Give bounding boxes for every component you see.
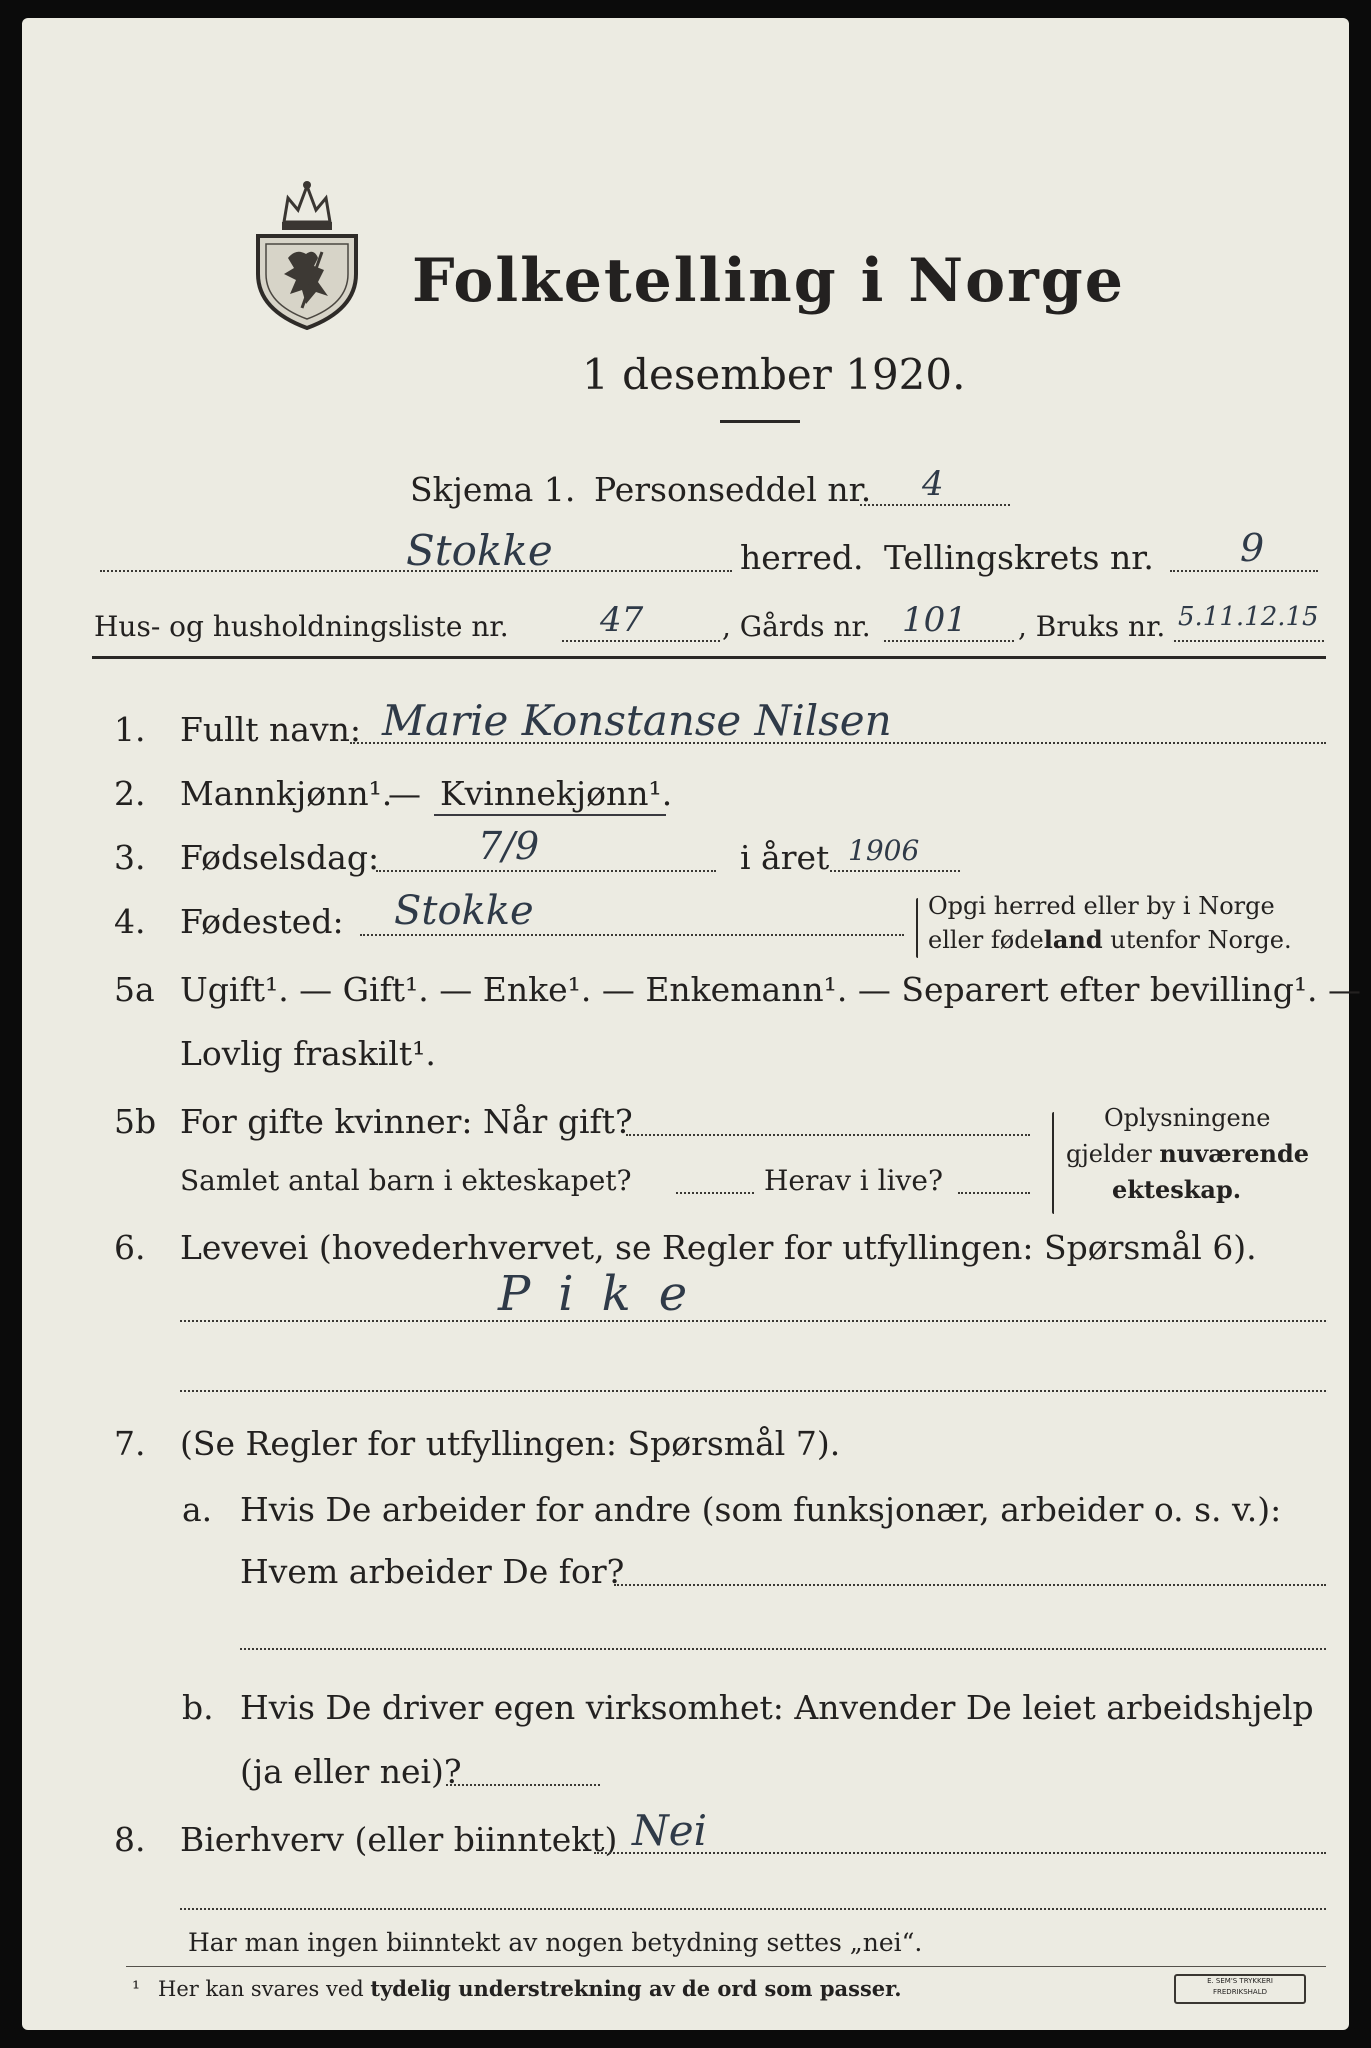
census-form-page	[22, 18, 1362, 2030]
q8-label: Bierhverv (eller biinntekt)	[180, 1820, 618, 1859]
personseddel-label: Personseddel nr.	[594, 470, 872, 509]
header-rule	[92, 656, 1326, 659]
q5b-line2a: Samlet antal barn i ekteskapet?	[180, 1164, 632, 1197]
q4-note-line2: eller fødeland utenfor Norge.	[928, 925, 1292, 954]
bruks-value: 5.11.12.15	[1178, 602, 1319, 632]
personseddel-line	[860, 504, 1010, 506]
q2-number: 2.	[114, 774, 146, 813]
q4-note-brace	[916, 898, 918, 958]
q5a-line1: Ugift¹. — Gift¹. — Enke¹. — Enkemann¹. — Separert efter bevilling¹. —	[180, 970, 1362, 1009]
q5b-line2b: Herav i live?	[764, 1164, 943, 1197]
q6-line2	[180, 1390, 1326, 1392]
q7b-answer-line	[446, 1784, 600, 1786]
title-divider	[720, 420, 800, 423]
q5b-children-line	[676, 1192, 754, 1194]
q8-note: Har man ingen biinntekt av nogen betydning settes „nei“.	[188, 1928, 923, 1957]
q5b-married-line	[626, 1134, 1030, 1136]
q4-label: Fødested:	[180, 902, 344, 941]
q3-label: Fødselsdag:	[180, 838, 380, 877]
q8-line2	[180, 1908, 1326, 1910]
bruks-line	[1174, 640, 1324, 642]
q1-value: Marie Konstanse Nilsen	[382, 696, 892, 745]
q5b-note2: gjelder nuværende	[1066, 1139, 1310, 1168]
gards-value: 101	[902, 600, 967, 640]
q5b-note1: Oplysningene	[1104, 1104, 1271, 1132]
census-date: 1 desember 1920.	[582, 350, 966, 399]
bruks-label: , Bruks nr.	[1018, 610, 1166, 643]
q5b-note3: ekteskap.	[1112, 1175, 1242, 1204]
gards-line	[884, 640, 1014, 642]
tellingskrets-value: 9	[1240, 526, 1265, 570]
personseddel-value: 4	[922, 464, 944, 504]
hus-line	[562, 640, 720, 642]
gards-label: , Gårds nr.	[722, 610, 871, 643]
tellingskrets-line	[1170, 570, 1318, 572]
norway-coat-of-arms-icon	[244, 178, 370, 330]
q6-line1	[180, 1320, 1326, 1322]
herred-value: Stokke	[406, 526, 553, 575]
q4-note-line1: Opgi herred eller by i Norge	[928, 892, 1275, 920]
q5b-alive-line	[958, 1192, 1030, 1194]
q7-label: (Se Regler for utfyllingen: Spørsmål 7).	[180, 1424, 841, 1463]
hus-value: 47	[600, 600, 644, 640]
q4-line	[360, 934, 904, 936]
q5a-line2: Lovlig fraskilt¹.	[180, 1034, 436, 1073]
q8-value: Nei	[632, 1806, 708, 1855]
q6-value: Pike	[498, 1266, 716, 1322]
q3-year-line	[830, 870, 960, 872]
q6-label: Levevei (hovederhvervet, se Regler for utfyllingen: Spørsmål 6).	[180, 1228, 1257, 1267]
q3-number: 3.	[114, 838, 146, 877]
q1-number: 1.	[114, 710, 146, 749]
q7a-answer-line2	[240, 1648, 1326, 1650]
q5b-number: 5b	[114, 1102, 157, 1141]
q1-label: Fullt navn:	[180, 710, 361, 749]
q2-female: Kvinnekjønn¹.	[440, 774, 673, 813]
form-title: Folketelling i Norge	[412, 246, 1125, 316]
q7b-line1: Hvis De driver egen virksomhet: Anvender De leiet arbeidshjelp	[240, 1688, 1314, 1727]
herred-label: herred.	[740, 538, 864, 577]
printer-stamp: E. SEM'S TRYKKERI FREDRIKSHALD	[1174, 1974, 1306, 2004]
q8-number: 8.	[114, 1820, 146, 1859]
q7a-line2: Hvem arbeider De for?	[240, 1552, 625, 1591]
tellingskrets-label: Tellingskrets nr.	[884, 538, 1154, 577]
q3-value: 7/9	[478, 824, 540, 868]
q2-male: Mannkjønn¹.	[180, 774, 393, 813]
q7a-answer-line1	[614, 1584, 1326, 1586]
hus-label: Hus- og husholdningsliste nr.	[94, 610, 509, 643]
q2-female-underline	[434, 814, 666, 816]
q5b-note-brace	[1052, 1112, 1054, 1214]
q3-year-label: i året	[740, 838, 830, 877]
q5b-line1: For gifte kvinner: Når gift?	[180, 1102, 633, 1141]
q3-year-value: 1906	[848, 834, 920, 867]
q7a-line1: Hvis De arbeider for andre (som funksjonær, arbeider o. s. v.):	[240, 1490, 1282, 1529]
footnote-rule	[126, 1966, 1326, 1967]
q6-number: 6.	[114, 1228, 146, 1267]
q7b-line2: (ja eller nei)?	[240, 1752, 462, 1791]
schema-label: Skjema 1.	[410, 470, 576, 509]
footnote-text: Her kan svares ved tydelig understrekning av de ord som passer.	[158, 1976, 902, 2001]
q7-number: 7.	[114, 1424, 146, 1463]
q5a-number: 5a	[114, 970, 155, 1009]
q4-value: Stokke	[394, 888, 534, 934]
q7a-letter: a.	[182, 1490, 213, 1529]
q7b-letter: b.	[182, 1688, 214, 1727]
footnote-mark: ¹	[132, 1976, 141, 2000]
q2-dash: —	[388, 774, 421, 813]
q4-number: 4.	[114, 902, 146, 941]
q3-line	[376, 870, 716, 872]
